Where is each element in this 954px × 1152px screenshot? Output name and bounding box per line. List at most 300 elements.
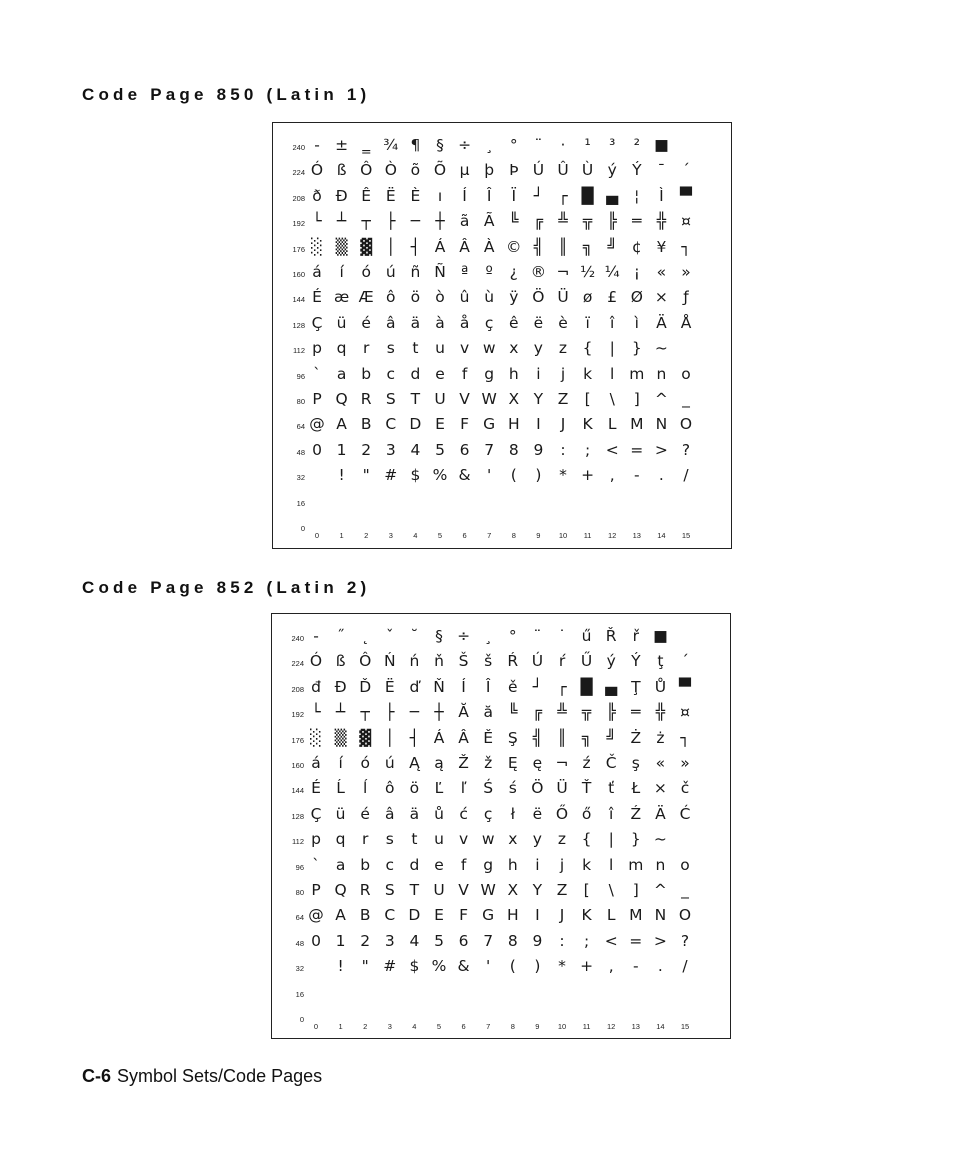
char-cell: ╬ [655, 703, 666, 722]
col-label: 14 [657, 531, 666, 540]
char-cell: 2 [361, 440, 372, 459]
char-cell: ® [530, 263, 547, 281]
char-cell: ^ [653, 881, 667, 899]
char-cell: ş [631, 754, 640, 772]
char-cell: / [682, 957, 688, 976]
char-cell: ß [336, 161, 347, 180]
char-cell: ô [386, 288, 396, 307]
char-cell: ³ [609, 136, 616, 154]
char-cell: z [557, 830, 567, 849]
char-cell: É [312, 288, 322, 307]
char-cell: Ê [361, 186, 372, 205]
char-cell: 8 [508, 440, 519, 459]
char-cell: ő [581, 804, 592, 823]
char-cell: w [481, 830, 495, 849]
char-cell: Ů [654, 677, 667, 696]
row-label: 192 [292, 219, 305, 229]
char-cell: G [482, 906, 495, 925]
char-cell: ˙ [558, 627, 566, 645]
char-cell: > [653, 931, 667, 950]
char-cell: ì [634, 313, 639, 332]
char-cell: ü [335, 804, 346, 823]
row-label: 160 [292, 270, 305, 279]
char-cell: └ [312, 212, 322, 231]
char-cell: : [560, 440, 566, 459]
char-cell: ó [361, 263, 371, 281]
char-cell: Đ [334, 677, 347, 696]
char-cell: « [655, 754, 666, 772]
char-cell: k [583, 364, 593, 383]
char-cell: R [359, 881, 371, 899]
col-label: 11 [583, 531, 592, 540]
char-cell: Č [605, 754, 617, 772]
char-cell: ' [486, 957, 491, 976]
char-cell: í [338, 754, 343, 772]
char-cell: Ţ [631, 677, 641, 696]
char-cell: / [683, 466, 689, 485]
char-cell: ¤ [680, 703, 690, 722]
row-label: 240 [292, 143, 305, 152]
char-cell: Å [680, 313, 692, 332]
row-label: 128 [291, 811, 304, 821]
char-cell: = [629, 931, 643, 950]
char-cell: v [459, 830, 469, 849]
char-cell: s [386, 339, 395, 358]
row-label: 96 [295, 862, 304, 872]
char-cell: É [311, 779, 321, 798]
char-cell: à [435, 313, 445, 332]
char-cell: ¨ [534, 136, 543, 154]
char-cell: | [609, 339, 615, 358]
char-cell: O [679, 415, 693, 434]
char-cell: │ [385, 728, 395, 747]
char-cell: u [435, 339, 445, 358]
char-cell: 4 [410, 440, 421, 459]
char-cell: ╗ [581, 728, 592, 747]
row-label: 128 [292, 320, 305, 330]
char-cell: þ [484, 161, 495, 180]
char-cell: . [658, 466, 664, 485]
char-cell: Á [434, 237, 446, 256]
char-cell: ┐ [680, 728, 690, 747]
char-cell: D [409, 415, 422, 434]
char-cell: ║ [557, 728, 567, 747]
char-cell: ┤ [409, 728, 420, 747]
char-cell: ţ [657, 652, 664, 671]
char-cell: ░ [310, 728, 322, 747]
char-cell: l [610, 364, 615, 383]
char-cell: ã [459, 212, 470, 231]
char-cell: └ [311, 703, 321, 722]
char-cell: + [581, 466, 595, 485]
char-cell: Ä [655, 804, 666, 823]
char-cell: 7 [484, 440, 495, 459]
char-cell: I [535, 906, 540, 925]
char-cell: b [361, 364, 372, 383]
char-cell: ľ [460, 779, 467, 798]
char-cell: ö [410, 288, 421, 307]
char-cell: ÷ [458, 136, 472, 154]
char-cell: è [558, 313, 568, 332]
row-label: 224 [291, 659, 304, 669]
char-cell: Û [557, 161, 569, 180]
char-cell: X [507, 881, 519, 899]
char-cell: █ [581, 186, 594, 205]
char-cell: T [410, 390, 421, 408]
col-label: 6 [461, 1022, 466, 1031]
char-cell: % [431, 957, 447, 976]
char-cell: ╗ [582, 237, 593, 256]
char-cell: ╔ [533, 212, 544, 231]
char-cell: H [507, 415, 520, 434]
char-cell: Ã [483, 212, 495, 231]
col-label: 10 [557, 1022, 567, 1031]
char-cell: Y [533, 390, 544, 408]
char-cell: ł [510, 804, 515, 823]
page-number: C-6 [82, 1066, 112, 1086]
char-cell: e [435, 364, 445, 383]
col-label: 5 [436, 1022, 442, 1031]
char-cell: Ň [433, 677, 445, 696]
col-label: 12 [608, 531, 617, 540]
char-cell: ë [533, 313, 544, 332]
row-label: 16 [296, 498, 305, 508]
char-cell: ś [508, 779, 517, 798]
char-cell: ň [434, 652, 444, 671]
char-cell: t [411, 830, 418, 849]
char-cell: ç [484, 313, 494, 332]
char-cell: m [629, 364, 645, 383]
char-cell: O [678, 906, 692, 925]
char-cell: Ç [311, 313, 323, 332]
char-cell: º [485, 263, 493, 281]
char-cell: 1 [335, 931, 346, 950]
char-cell: Ó [310, 161, 324, 180]
char-cell: h [508, 364, 519, 383]
char-cell: Ć [679, 804, 691, 823]
char-cell: Ŕ [507, 652, 519, 671]
char-cell: ▓ [359, 728, 372, 747]
char-cell: ¬ [556, 263, 570, 281]
char-cell: ▒ [334, 728, 347, 747]
char-cell: Ř [605, 627, 617, 645]
char-cell: ë [532, 804, 543, 823]
char-cell: ? [681, 440, 691, 459]
char-cell: é [361, 313, 371, 332]
char-cell: ý [606, 652, 616, 671]
char-cell: Ę [507, 754, 518, 772]
char-cell: ) [534, 957, 541, 976]
col-label: 13 [632, 531, 641, 540]
char-cell: L [606, 906, 616, 925]
char-cell: ■ [653, 627, 668, 645]
row-label: 80 [296, 397, 305, 406]
char-cell: Ź [630, 804, 642, 823]
char-cell: 2 [360, 931, 371, 950]
char-cell: Ý [631, 652, 641, 671]
char-cell: 3 [384, 931, 395, 950]
char-cell: š [484, 652, 493, 671]
char-cell: Ű [580, 652, 593, 671]
char-cell: E [435, 415, 445, 434]
char-cell: ˘ [410, 627, 419, 645]
code-page-852-table [271, 613, 731, 1039]
char-cell: Ó [309, 652, 323, 671]
char-cell: Î [486, 186, 492, 205]
char-cell: : [559, 931, 565, 950]
char-cell: 5 [434, 931, 444, 950]
char-cell: - [313, 627, 319, 645]
char-cell: ˝ [336, 627, 345, 645]
char-cell: ' [487, 466, 492, 485]
char-cell: K [582, 415, 593, 434]
row-label: 160 [291, 761, 304, 770]
char-cell: ╠ [606, 703, 616, 722]
char-cell: ▄ [606, 186, 619, 205]
row-label: 192 [291, 710, 304, 720]
char-cell: │ [386, 237, 396, 256]
char-cell: Ł [631, 779, 641, 798]
char-cell: Y [532, 881, 543, 899]
char-cell: Ă [458, 703, 469, 722]
char-cell: đ [311, 677, 321, 696]
char-cell: å [459, 313, 470, 332]
char-cell: ┌ [557, 677, 567, 696]
char-cell: » [681, 263, 691, 281]
char-cell: B [359, 906, 371, 925]
col-label: 13 [631, 1022, 640, 1031]
char-cell: Ë [384, 677, 395, 696]
char-cell: ▀ [679, 677, 691, 696]
char-cell: A [335, 906, 346, 925]
char-cell: § [436, 136, 444, 154]
char-cell: C [384, 906, 396, 925]
char-cell: 4 [409, 931, 420, 950]
char-cell: ¦ [634, 186, 640, 205]
char-cell: ð [312, 186, 322, 205]
char-cell: ´ [681, 652, 689, 671]
char-cell: Í [461, 677, 466, 696]
char-cell: D [408, 906, 421, 925]
char-cell: { [582, 339, 593, 358]
char-cell: í [339, 263, 344, 281]
char-cell: A [336, 415, 347, 434]
char-cell: ¹ [584, 136, 591, 154]
char-cell: Ď [359, 677, 372, 696]
char-cell: ę [532, 754, 543, 772]
char-cell: r [362, 830, 369, 849]
char-cell: ø [582, 288, 593, 307]
char-cell: @ [309, 415, 325, 434]
char-cell: ] [633, 390, 640, 408]
char-cell: ¬ [555, 754, 569, 772]
char-cell: ┬ [360, 703, 370, 722]
col-label: 0 [313, 1022, 319, 1031]
char-cell: ( [509, 957, 516, 976]
char-cell: ó [360, 754, 370, 772]
char-cell: Z [557, 390, 569, 408]
char-cell: Ő [555, 804, 569, 823]
char-cell: ¸ [485, 136, 494, 154]
char-cell: Æ [358, 288, 374, 307]
char-cell: ć [459, 804, 468, 823]
char-cell: ‗ [362, 136, 371, 154]
char-cell: X [508, 390, 520, 408]
char-cell: b [360, 855, 371, 874]
char-cell: - [634, 466, 640, 485]
char-cell: æ [333, 288, 350, 307]
char-cell: a [336, 364, 347, 383]
char-cell: Ü [556, 779, 568, 798]
char-cell: $ [409, 957, 420, 976]
char-cell: | [608, 830, 614, 849]
char-cell: ř [632, 627, 639, 645]
char-cell: 6 [458, 931, 469, 950]
row-label: 32 [296, 473, 305, 483]
char-cell: Ô [359, 652, 372, 671]
char-cell: , [608, 957, 614, 976]
char-cell: ▒ [335, 237, 348, 256]
col-label: 10 [558, 531, 568, 540]
char-cell: × [653, 779, 667, 798]
char-cell: y [532, 830, 542, 849]
char-cell: f [460, 855, 467, 874]
char-cell: g [484, 364, 495, 383]
char-cell: Ą [409, 754, 420, 772]
char-cell: Á [433, 728, 445, 747]
char-cell: F [460, 415, 470, 434]
char-cell: p [312, 339, 322, 358]
char-cell: o [681, 364, 691, 383]
char-cell: t [412, 339, 419, 358]
row-label: 224 [292, 168, 305, 178]
char-cell: Ú [532, 161, 545, 180]
char-cell: ╚ [508, 703, 518, 722]
char-cell: 8 [507, 931, 518, 950]
char-cell: À [483, 237, 495, 256]
char-cell: ┴ [336, 212, 347, 231]
char-cell: J [560, 415, 566, 434]
char-cell: < [604, 931, 618, 950]
char-cell: J [559, 906, 565, 925]
col-label: 6 [462, 531, 467, 540]
char-cell: [ [584, 390, 591, 408]
char-cell: ╩ [557, 703, 567, 722]
char-cell: ú [385, 263, 396, 281]
char-cell: ( [510, 466, 517, 485]
char-cell: ╬ [656, 212, 667, 231]
char-cell: { [581, 830, 592, 849]
char-cell: k [582, 855, 592, 874]
char-cell: . [657, 957, 663, 976]
char-cell: \ [609, 390, 615, 408]
char-cell: ú [384, 754, 395, 772]
section-title-code-page-852: Code Page 852 (Latin 2) [82, 578, 371, 597]
char-cell: ± [335, 136, 349, 154]
char-cell: Ä [656, 313, 667, 332]
row-label: 240 [291, 634, 304, 643]
char-cell: 3 [385, 440, 396, 459]
char-cell: ╦ [582, 212, 593, 231]
char-cell: & [457, 957, 470, 976]
col-label: 7 [486, 1022, 491, 1031]
char-cell: ı [437, 186, 443, 205]
char-cell: - [633, 957, 639, 976]
char-cell: P [312, 390, 322, 408]
char-cell: Ï [511, 186, 517, 205]
char-cell: ť [608, 779, 615, 798]
char-cell: I [536, 415, 541, 434]
char-cell: Ñ [434, 263, 446, 281]
row-label: 16 [295, 989, 304, 999]
char-cell: ═ [631, 703, 641, 722]
char-cell: ~ [654, 339, 668, 358]
char-cell: W [480, 881, 496, 899]
char-cell: \ [608, 881, 614, 899]
code-page-850-table [272, 122, 732, 549]
col-label: 9 [536, 531, 541, 540]
char-cell: v [460, 339, 470, 358]
char-cell: r [363, 339, 370, 358]
char-cell: Ö [532, 288, 545, 307]
char-cell: û [459, 288, 470, 307]
char-cell: ˇ [385, 627, 394, 645]
col-label: 4 [412, 1022, 417, 1031]
char-cell: W [481, 390, 497, 408]
char-cell: Í [462, 186, 467, 205]
char-cell: Õ [433, 161, 447, 180]
row-label: 208 [292, 193, 305, 203]
char-cell: [ [583, 881, 590, 899]
char-cell: " [361, 957, 369, 976]
char-cell: N [655, 415, 668, 434]
char-cell: © [506, 237, 522, 256]
char-cell: ! [338, 466, 345, 485]
char-cell: e [434, 855, 444, 874]
char-cell: ░ [311, 237, 323, 256]
col-label: 4 [413, 531, 418, 540]
col-label: 11 [582, 1022, 591, 1031]
char-cell: ═ [632, 212, 642, 231]
char-cell: = [630, 440, 644, 459]
char-cell: @ [308, 906, 324, 925]
char-cell: , [609, 466, 615, 485]
char-cell: ╦ [581, 703, 592, 722]
char-cell: ö [409, 779, 420, 798]
char-cell: Q [335, 390, 348, 408]
char-cell: 0 [311, 931, 321, 950]
page-footer [82, 1066, 322, 1087]
char-cell: ç [483, 804, 493, 823]
char-cell: ┤ [410, 237, 421, 256]
char-cell: Ú [531, 652, 544, 671]
char-cell: Þ [509, 161, 519, 180]
char-cell: â [386, 313, 396, 332]
char-cell: ż [656, 728, 665, 747]
char-cell: ê [509, 313, 519, 332]
char-cell: ) [535, 466, 542, 485]
char-cell: · [560, 136, 566, 154]
col-label: 3 [387, 1022, 392, 1031]
char-cell: ź [582, 754, 591, 772]
row-label: 48 [295, 938, 304, 948]
char-cell: ¤ [681, 212, 691, 231]
char-cell: Ń [383, 652, 396, 671]
char-cell: U [433, 881, 445, 899]
char-cell: F [459, 906, 469, 925]
char-cell: Ľ [434, 779, 444, 798]
char-cell: ─ [410, 212, 421, 231]
